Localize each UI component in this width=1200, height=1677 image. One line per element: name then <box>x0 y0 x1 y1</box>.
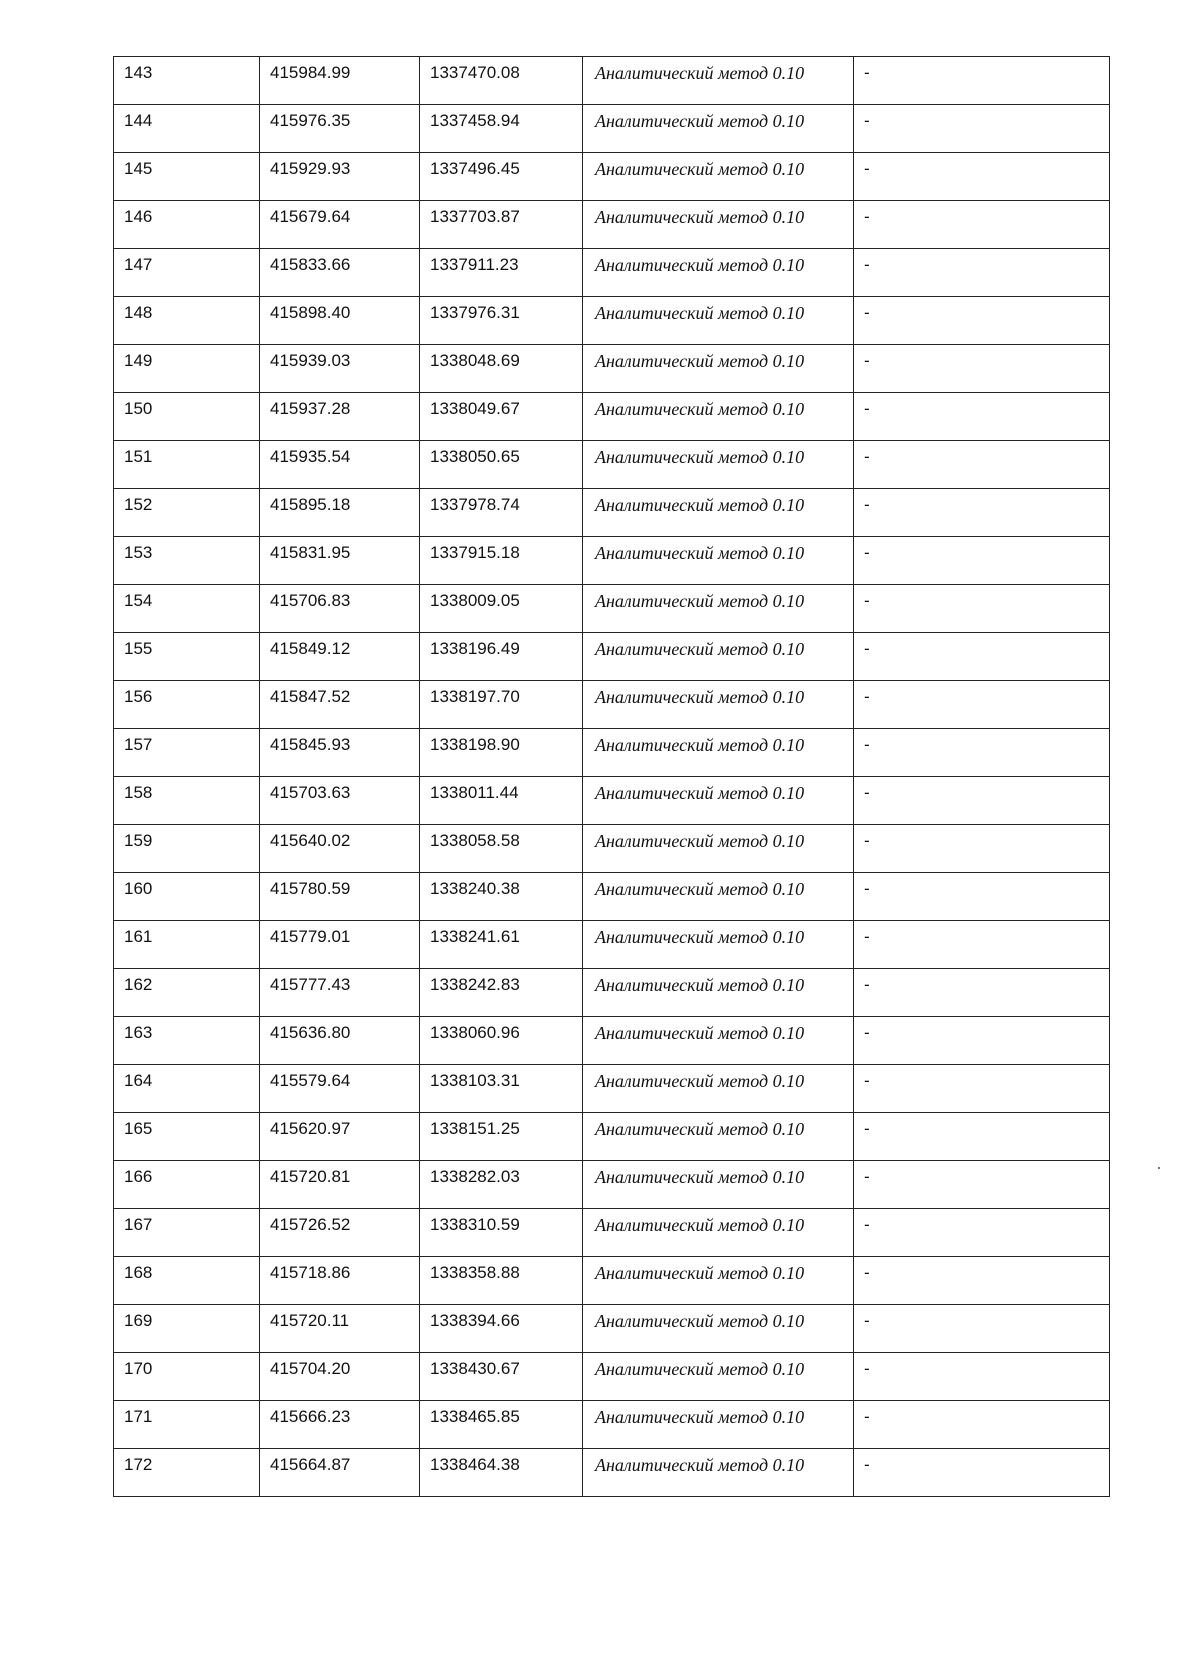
x-coordinate-cell: 415704.20 <box>260 1353 420 1401</box>
note-cell: - <box>854 345 1110 393</box>
table-row <box>114 393 1110 441</box>
x-coordinate-cell: 415780.59 <box>260 873 420 921</box>
table-row <box>114 57 1110 105</box>
point-number-cell: 161 <box>114 921 260 969</box>
method-cell: Аналитический метод 0.10 <box>583 297 854 345</box>
y-coordinate-cell: 1338103.31 <box>420 1065 583 1113</box>
x-coordinate-cell: 415831.95 <box>260 537 420 585</box>
y-coordinate-cell: 1338241.61 <box>420 921 583 969</box>
note-cell: - <box>854 1257 1110 1305</box>
method-cell: Аналитический метод 0.10 <box>583 1305 854 1353</box>
x-coordinate-cell: 415935.54 <box>260 441 420 489</box>
note-cell: - <box>854 153 1110 201</box>
point-number-cell: 150 <box>114 393 260 441</box>
x-coordinate-cell: 415929.93 <box>260 153 420 201</box>
table-row <box>114 681 1110 729</box>
table-row <box>114 345 1110 393</box>
y-coordinate-cell: 1338240.38 <box>420 873 583 921</box>
point-number-cell: 148 <box>114 297 260 345</box>
y-coordinate-cell: 1337915.18 <box>420 537 583 585</box>
note-cell: - <box>854 585 1110 633</box>
method-cell: Аналитический метод 0.10 <box>583 777 854 825</box>
y-coordinate-cell: 1338196.49 <box>420 633 583 681</box>
y-coordinate-cell: 1337703.87 <box>420 201 583 249</box>
y-coordinate-cell: 1338394.66 <box>420 1305 583 1353</box>
y-coordinate-cell: 1338060.96 <box>420 1017 583 1065</box>
note-cell: - <box>854 729 1110 777</box>
table-row <box>114 105 1110 153</box>
table-row <box>114 1449 1110 1497</box>
point-number-cell: 157 <box>114 729 260 777</box>
point-number-cell: 149 <box>114 345 260 393</box>
point-number-cell: 155 <box>114 633 260 681</box>
note-cell: - <box>854 105 1110 153</box>
coordinates-table-body <box>114 57 1110 1497</box>
note-cell: - <box>854 57 1110 105</box>
x-coordinate-cell: 415706.83 <box>260 585 420 633</box>
x-coordinate-cell: 415976.35 <box>260 105 420 153</box>
y-coordinate-cell: 1338464.38 <box>420 1449 583 1497</box>
note-cell: - <box>854 1353 1110 1401</box>
point-number-cell: 158 <box>114 777 260 825</box>
table-row <box>114 1017 1110 1065</box>
note-cell: - <box>854 1113 1110 1161</box>
note-cell: - <box>854 873 1110 921</box>
x-coordinate-cell: 415620.97 <box>260 1113 420 1161</box>
table-row <box>114 777 1110 825</box>
y-coordinate-cell: 1338242.83 <box>420 969 583 1017</box>
method-cell: Аналитический метод 0.10 <box>583 105 854 153</box>
note-cell: - <box>854 393 1110 441</box>
x-coordinate-cell: 415937.28 <box>260 393 420 441</box>
table-row <box>114 489 1110 537</box>
y-coordinate-cell: 1338048.69 <box>420 345 583 393</box>
x-coordinate-cell: 415579.64 <box>260 1065 420 1113</box>
table-row <box>114 633 1110 681</box>
point-number-cell: 171 <box>114 1401 260 1449</box>
y-coordinate-cell: 1337911.23 <box>420 249 583 297</box>
table-row <box>114 1113 1110 1161</box>
table-row <box>114 921 1110 969</box>
y-coordinate-cell: 1337458.94 <box>420 105 583 153</box>
table-row <box>114 825 1110 873</box>
note-cell: - <box>854 537 1110 585</box>
note-cell: - <box>854 441 1110 489</box>
table-row <box>114 1209 1110 1257</box>
point-number-cell: 151 <box>114 441 260 489</box>
y-coordinate-cell: 1338058.58 <box>420 825 583 873</box>
point-number-cell: 166 <box>114 1161 260 1209</box>
x-coordinate-cell: 415833.66 <box>260 249 420 297</box>
table-row <box>114 1353 1110 1401</box>
y-coordinate-cell: 1338009.05 <box>420 585 583 633</box>
scan-speck <box>1158 1167 1160 1169</box>
table-row <box>114 1257 1110 1305</box>
x-coordinate-cell: 415984.99 <box>260 57 420 105</box>
x-coordinate-cell: 415939.03 <box>260 345 420 393</box>
point-number-cell: 144 <box>114 105 260 153</box>
y-coordinate-cell: 1338282.03 <box>420 1161 583 1209</box>
point-number-cell: 147 <box>114 249 260 297</box>
method-cell: Аналитический метод 0.10 <box>583 537 854 585</box>
table-row <box>114 729 1110 777</box>
method-cell: Аналитический метод 0.10 <box>583 873 854 921</box>
method-cell: Аналитический метод 0.10 <box>583 1065 854 1113</box>
y-coordinate-cell: 1338430.67 <box>420 1353 583 1401</box>
note-cell: - <box>854 921 1110 969</box>
x-coordinate-cell: 415679.64 <box>260 201 420 249</box>
note-cell: - <box>854 297 1110 345</box>
y-coordinate-cell: 1338050.65 <box>420 441 583 489</box>
point-number-cell: 146 <box>114 201 260 249</box>
table-row <box>114 1401 1110 1449</box>
x-coordinate-cell: 415849.12 <box>260 633 420 681</box>
x-coordinate-cell: 415666.23 <box>260 1401 420 1449</box>
point-number-cell: 170 <box>114 1353 260 1401</box>
point-number-cell: 156 <box>114 681 260 729</box>
method-cell: Аналитический метод 0.10 <box>583 489 854 537</box>
y-coordinate-cell: 1338358.88 <box>420 1257 583 1305</box>
x-coordinate-cell: 415847.52 <box>260 681 420 729</box>
point-number-cell: 168 <box>114 1257 260 1305</box>
table-row <box>114 537 1110 585</box>
table-row <box>114 249 1110 297</box>
point-number-cell: 160 <box>114 873 260 921</box>
x-coordinate-cell: 415718.86 <box>260 1257 420 1305</box>
method-cell: Аналитический метод 0.10 <box>583 1449 854 1497</box>
y-coordinate-cell: 1338465.85 <box>420 1401 583 1449</box>
x-coordinate-cell: 415703.63 <box>260 777 420 825</box>
method-cell: Аналитический метод 0.10 <box>583 681 854 729</box>
table-row <box>114 201 1110 249</box>
method-cell: Аналитический метод 0.10 <box>583 1113 854 1161</box>
note-cell: - <box>854 489 1110 537</box>
note-cell: - <box>854 1065 1110 1113</box>
x-coordinate-cell: 415720.11 <box>260 1305 420 1353</box>
note-cell: - <box>854 1161 1110 1209</box>
method-cell: Аналитический метод 0.10 <box>583 153 854 201</box>
x-coordinate-cell: 415777.43 <box>260 969 420 1017</box>
note-cell: - <box>854 777 1110 825</box>
point-number-cell: 159 <box>114 825 260 873</box>
table-row <box>114 969 1110 1017</box>
method-cell: Аналитический метод 0.10 <box>583 441 854 489</box>
x-coordinate-cell: 415895.18 <box>260 489 420 537</box>
method-cell: Аналитический метод 0.10 <box>583 1017 854 1065</box>
table-row <box>114 585 1110 633</box>
table-row <box>114 297 1110 345</box>
table-row <box>114 873 1110 921</box>
method-cell: Аналитический метод 0.10 <box>583 393 854 441</box>
method-cell: Аналитический метод 0.10 <box>583 825 854 873</box>
method-cell: Аналитический метод 0.10 <box>583 921 854 969</box>
y-coordinate-cell: 1338310.59 <box>420 1209 583 1257</box>
method-cell: Аналитический метод 0.10 <box>583 249 854 297</box>
note-cell: - <box>854 681 1110 729</box>
note-cell: - <box>854 633 1110 681</box>
y-coordinate-cell: 1337496.45 <box>420 153 583 201</box>
method-cell: Аналитический метод 0.10 <box>583 57 854 105</box>
method-cell: Аналитический метод 0.10 <box>583 345 854 393</box>
y-coordinate-cell: 1338197.70 <box>420 681 583 729</box>
table-row <box>114 1305 1110 1353</box>
coordinates-table <box>113 56 1110 1497</box>
note-cell: - <box>854 1209 1110 1257</box>
x-coordinate-cell: 415898.40 <box>260 297 420 345</box>
method-cell: Аналитический метод 0.10 <box>583 1257 854 1305</box>
point-number-cell: 152 <box>114 489 260 537</box>
x-coordinate-cell: 415636.80 <box>260 1017 420 1065</box>
method-cell: Аналитический метод 0.10 <box>583 201 854 249</box>
x-coordinate-cell: 415779.01 <box>260 921 420 969</box>
method-cell: Аналитический метод 0.10 <box>583 633 854 681</box>
x-coordinate-cell: 415640.02 <box>260 825 420 873</box>
table-row <box>114 1065 1110 1113</box>
method-cell: Аналитический метод 0.10 <box>583 585 854 633</box>
table-row <box>114 153 1110 201</box>
point-number-cell: 163 <box>114 1017 260 1065</box>
x-coordinate-cell: 415726.52 <box>260 1209 420 1257</box>
x-coordinate-cell: 415845.93 <box>260 729 420 777</box>
note-cell: - <box>854 249 1110 297</box>
point-number-cell: 165 <box>114 1113 260 1161</box>
method-cell: Аналитический метод 0.10 <box>583 969 854 1017</box>
x-coordinate-cell: 415720.81 <box>260 1161 420 1209</box>
point-number-cell: 167 <box>114 1209 260 1257</box>
y-coordinate-cell: 1337976.31 <box>420 297 583 345</box>
method-cell: Аналитический метод 0.10 <box>583 1209 854 1257</box>
point-number-cell: 164 <box>114 1065 260 1113</box>
table-row <box>114 1161 1110 1209</box>
point-number-cell: 172 <box>114 1449 260 1497</box>
point-number-cell: 154 <box>114 585 260 633</box>
note-cell: - <box>854 825 1110 873</box>
table-row <box>114 441 1110 489</box>
y-coordinate-cell: 1338151.25 <box>420 1113 583 1161</box>
note-cell: - <box>854 1017 1110 1065</box>
note-cell: - <box>854 969 1110 1017</box>
note-cell: - <box>854 1401 1110 1449</box>
y-coordinate-cell: 1338011.44 <box>420 777 583 825</box>
y-coordinate-cell: 1338198.90 <box>420 729 583 777</box>
note-cell: - <box>854 1305 1110 1353</box>
y-coordinate-cell: 1337978.74 <box>420 489 583 537</box>
y-coordinate-cell: 1338049.67 <box>420 393 583 441</box>
point-number-cell: 145 <box>114 153 260 201</box>
method-cell: Аналитический метод 0.10 <box>583 1161 854 1209</box>
note-cell: - <box>854 1449 1110 1497</box>
y-coordinate-cell: 1337470.08 <box>420 57 583 105</box>
method-cell: Аналитический метод 0.10 <box>583 729 854 777</box>
method-cell: Аналитический метод 0.10 <box>583 1401 854 1449</box>
method-cell: Аналитический метод 0.10 <box>583 1353 854 1401</box>
point-number-cell: 153 <box>114 537 260 585</box>
point-number-cell: 162 <box>114 969 260 1017</box>
point-number-cell: 169 <box>114 1305 260 1353</box>
x-coordinate-cell: 415664.87 <box>260 1449 420 1497</box>
note-cell: - <box>854 201 1110 249</box>
point-number-cell: 143 <box>114 57 260 105</box>
